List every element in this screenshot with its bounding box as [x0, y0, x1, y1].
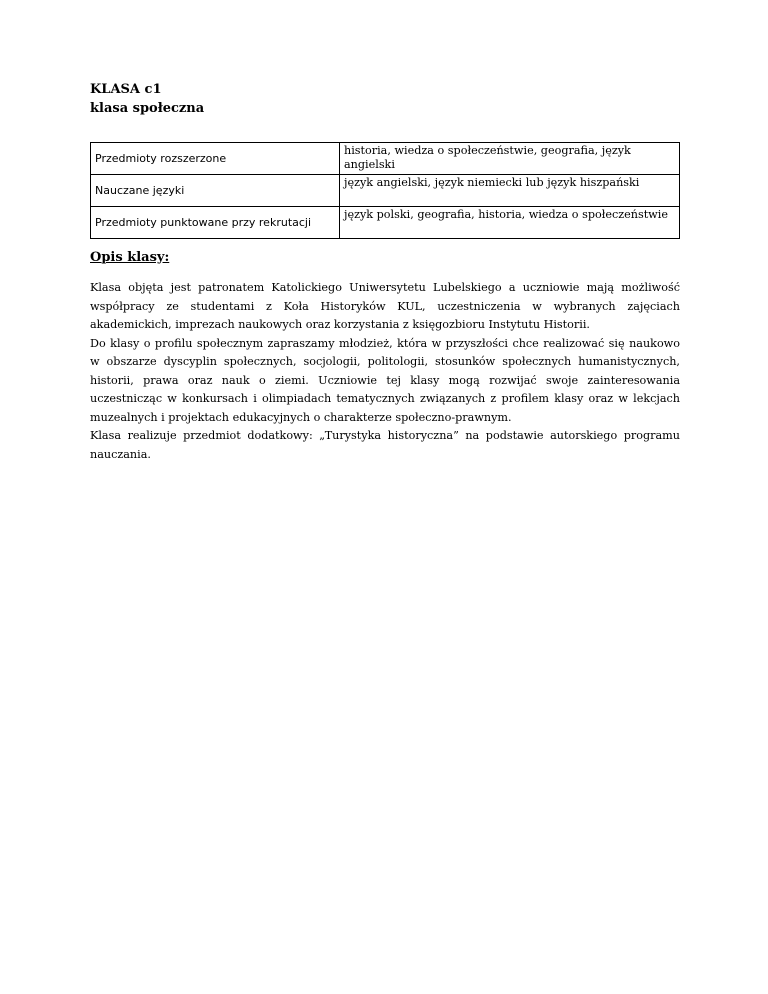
- class-name-heading: KLASA c1: [90, 82, 162, 97]
- description-paragraph: Klasa objęta jest patronatem Katolickiego Uniwersytetu Lubelskiego a uczniowie mają możliwość współpracy ze studentami z Koła Historyków KUL, uczestniczenia w wybranych zajęciach akademickich, imprezach naukowych oraz korzystania z księgozbioru Instytutu Historii.: [90, 281, 680, 331]
- description-heading: Opis klasy:: [90, 250, 170, 265]
- table-row: [91, 143, 680, 175]
- class-type-heading: klasa społeczna: [90, 101, 205, 116]
- row-value: język angielski, język niemiecki lub język hiszpański: [340, 175, 680, 207]
- table-row: [91, 175, 680, 207]
- row-label: Nauczane języki: [91, 175, 340, 207]
- class-info-table: [90, 142, 680, 239]
- row-value: język polski, geografia, historia, wiedza o społeczeństwie: [340, 207, 680, 239]
- description-paragraph: Do klasy o profilu społecznym zapraszamy młodzież, która w przyszłości chce realizować się naukowo w obszarze dyscyplin społecznych, socjologii, politologii, stosunków społecznych humanistycznych, historii, prawa oraz nauk o ziemi. Uczniowie tej klasy mogą rozwijać swoje zainteresowania uczestnicząc w konkursach i olimpiadach tematycznych związanych z profilem klasy oraz w lekcjach muzealnych i projektach edukacyjnych o charakterze społeczno-prawnym.: [90, 336, 680, 424]
- description-body: [90, 279, 680, 464]
- title-block: [90, 80, 680, 118]
- row-label: Przedmioty punktowane przy rekrutacji: [91, 207, 340, 239]
- row-label: Przedmioty rozszerzone: [91, 143, 340, 175]
- document-page: [90, 80, 680, 464]
- table-row: [91, 207, 680, 239]
- description-paragraph: Klasa realizuje przedmiot dodatkowy: „Turystyka historyczna” na podstawie autorskiego programu nauczania.: [90, 429, 680, 461]
- row-value: historia, wiedza o społeczeństwie, geografia, język angielski: [340, 143, 680, 175]
